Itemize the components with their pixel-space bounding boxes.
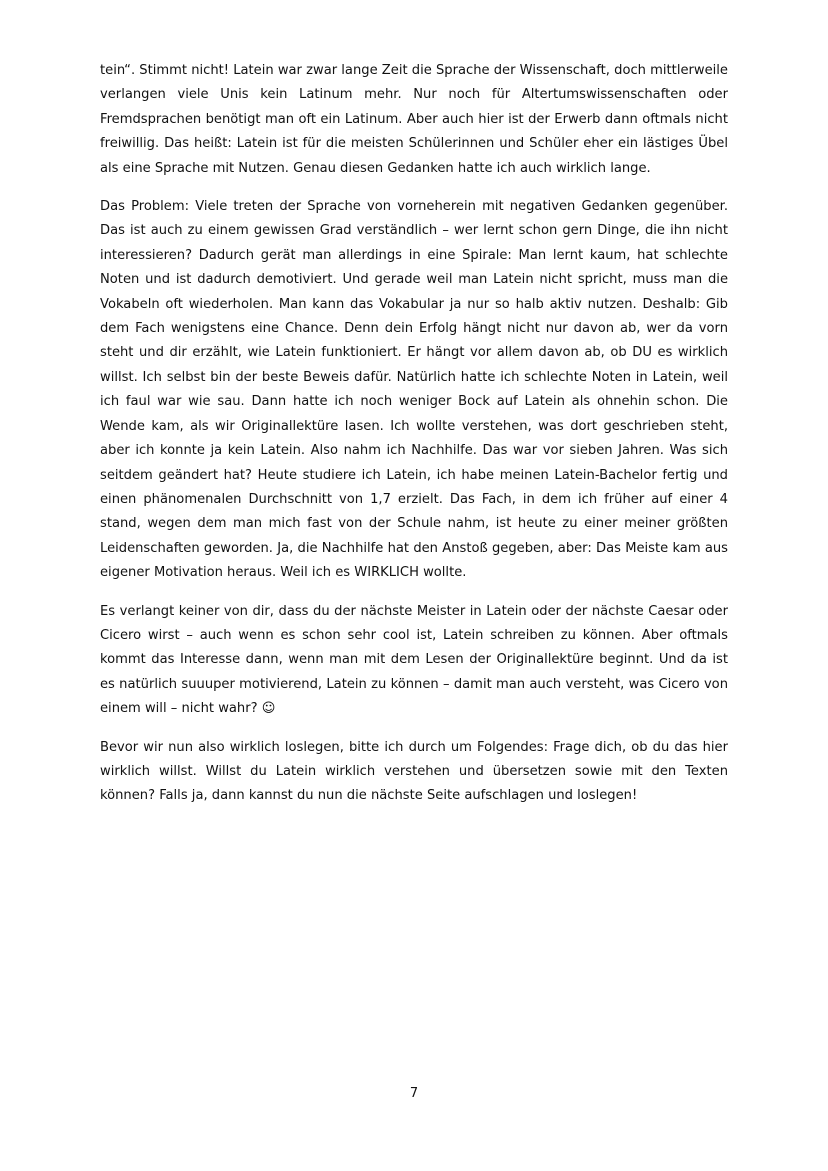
paragraph-1: tein“. Stimmt nicht! Latein war zwar lange Zeit die Sprache der Wissenschaft, doch mittlerweile verlangen viele Unis kein Latinum mehr. Nur noch für Altertumswissenschaften oder Fremdsprachen benötigt man oft ein Latinum. Aber auch hier ist der Erwerb dann oftmals nicht freiwillig. Das heißt: Latein ist für die meisten Schülerinnen und Schüler eher ein lästiges Übel als eine Sprache mit Nutzen. Genau diesen Gedanken hatte ich auch wirklich lange. [100, 63, 728, 176]
paragraph-3: Es verlangt keiner von dir, dass du der nächste Meister in Latein oder der nächste Caesar oder Cicero wirst – auch wenn es schon sehr cool ist, Latein schreiben zu können. Aber oftmals kommt das Interesse dann, wenn man mit dem Lesen der Originallektüre beginnt. Und da ist es natürlich suuuper motivierend, Latein zu können – damit man auch versteht, was Cicero von einem will – nicht wahr? ☺ [100, 603, 728, 717]
paragraph-2: Das Problem: Viele treten der Sprache von vorneherein mit negativen Gedanken gegenüber. Das ist auch zu einem gewissen Grad verständlich – wer lernt schon gern Dinge, die ihn nicht interessieren? Dadurch gerät man allerdings in eine Spirale: Man lernt kaum, hat schlechte Noten und ist dadurch demotiviert. Und gerade weil man Latein nicht spricht, muss man die Vokabeln oft wiederholen. Man kann das Vokabular ja nur so halb aktiv nutzen. Deshalb: Gib dem Fach wenigstens eine Chance. Denn dein Erfolg hängt nicht nur davon ab, wer da vorn steht und dir erzählt, wie Latein funktioniert. Er hängt vor allem davon ab, ob DU es wirklich willst. Ich selbst bin der beste Beweis dafür. Natürlich hatte ich schlechte Noten in Latein, weil ich faul war wie sau. Dann hatte ich noch weniger Bock auf Latein als ohnehin schon. Die Wende kam, als wir Originallektüre lasen. Ich wollte verstehen, was dort geschrieben steht, aber ich konnte ja kein Latein. Also nahm ich Nachhilfe. Das war vor sieben Jahren. Was sich seitdem geändert hat? Heute studiere ich Latein, ich habe meinen Latein-Bachelor fertig und einen phänomenalen Durchschnitt von 1,7 erzielt. Das Fach, in dem ich früher auf einer 4 stand, wegen dem man mich fast von der Schule nahm, ist heute zu einer meiner größten Leidenschaften geworden. Ja, die Nachhilfe hat den Anstoß gegeben, aber: Das Meiste kam aus eigener Motivation heraus. Weil ich es WIRKLICH wollte. [100, 199, 728, 581]
page-body [100, 59, 728, 823]
paragraph-4: Bevor wir nun also wirklich loslegen, bitte ich durch um Folgendes: Frage dich, ob du das hier wirklich willst. Willst du Latein wirklich verstehen und übersetzen sowie mit den Texten können? Falls ja, dann kannst du nun die nächste Seite aufschlagen und loslegen! [100, 739, 728, 804]
page-number: 7 [409, 1086, 419, 1101]
